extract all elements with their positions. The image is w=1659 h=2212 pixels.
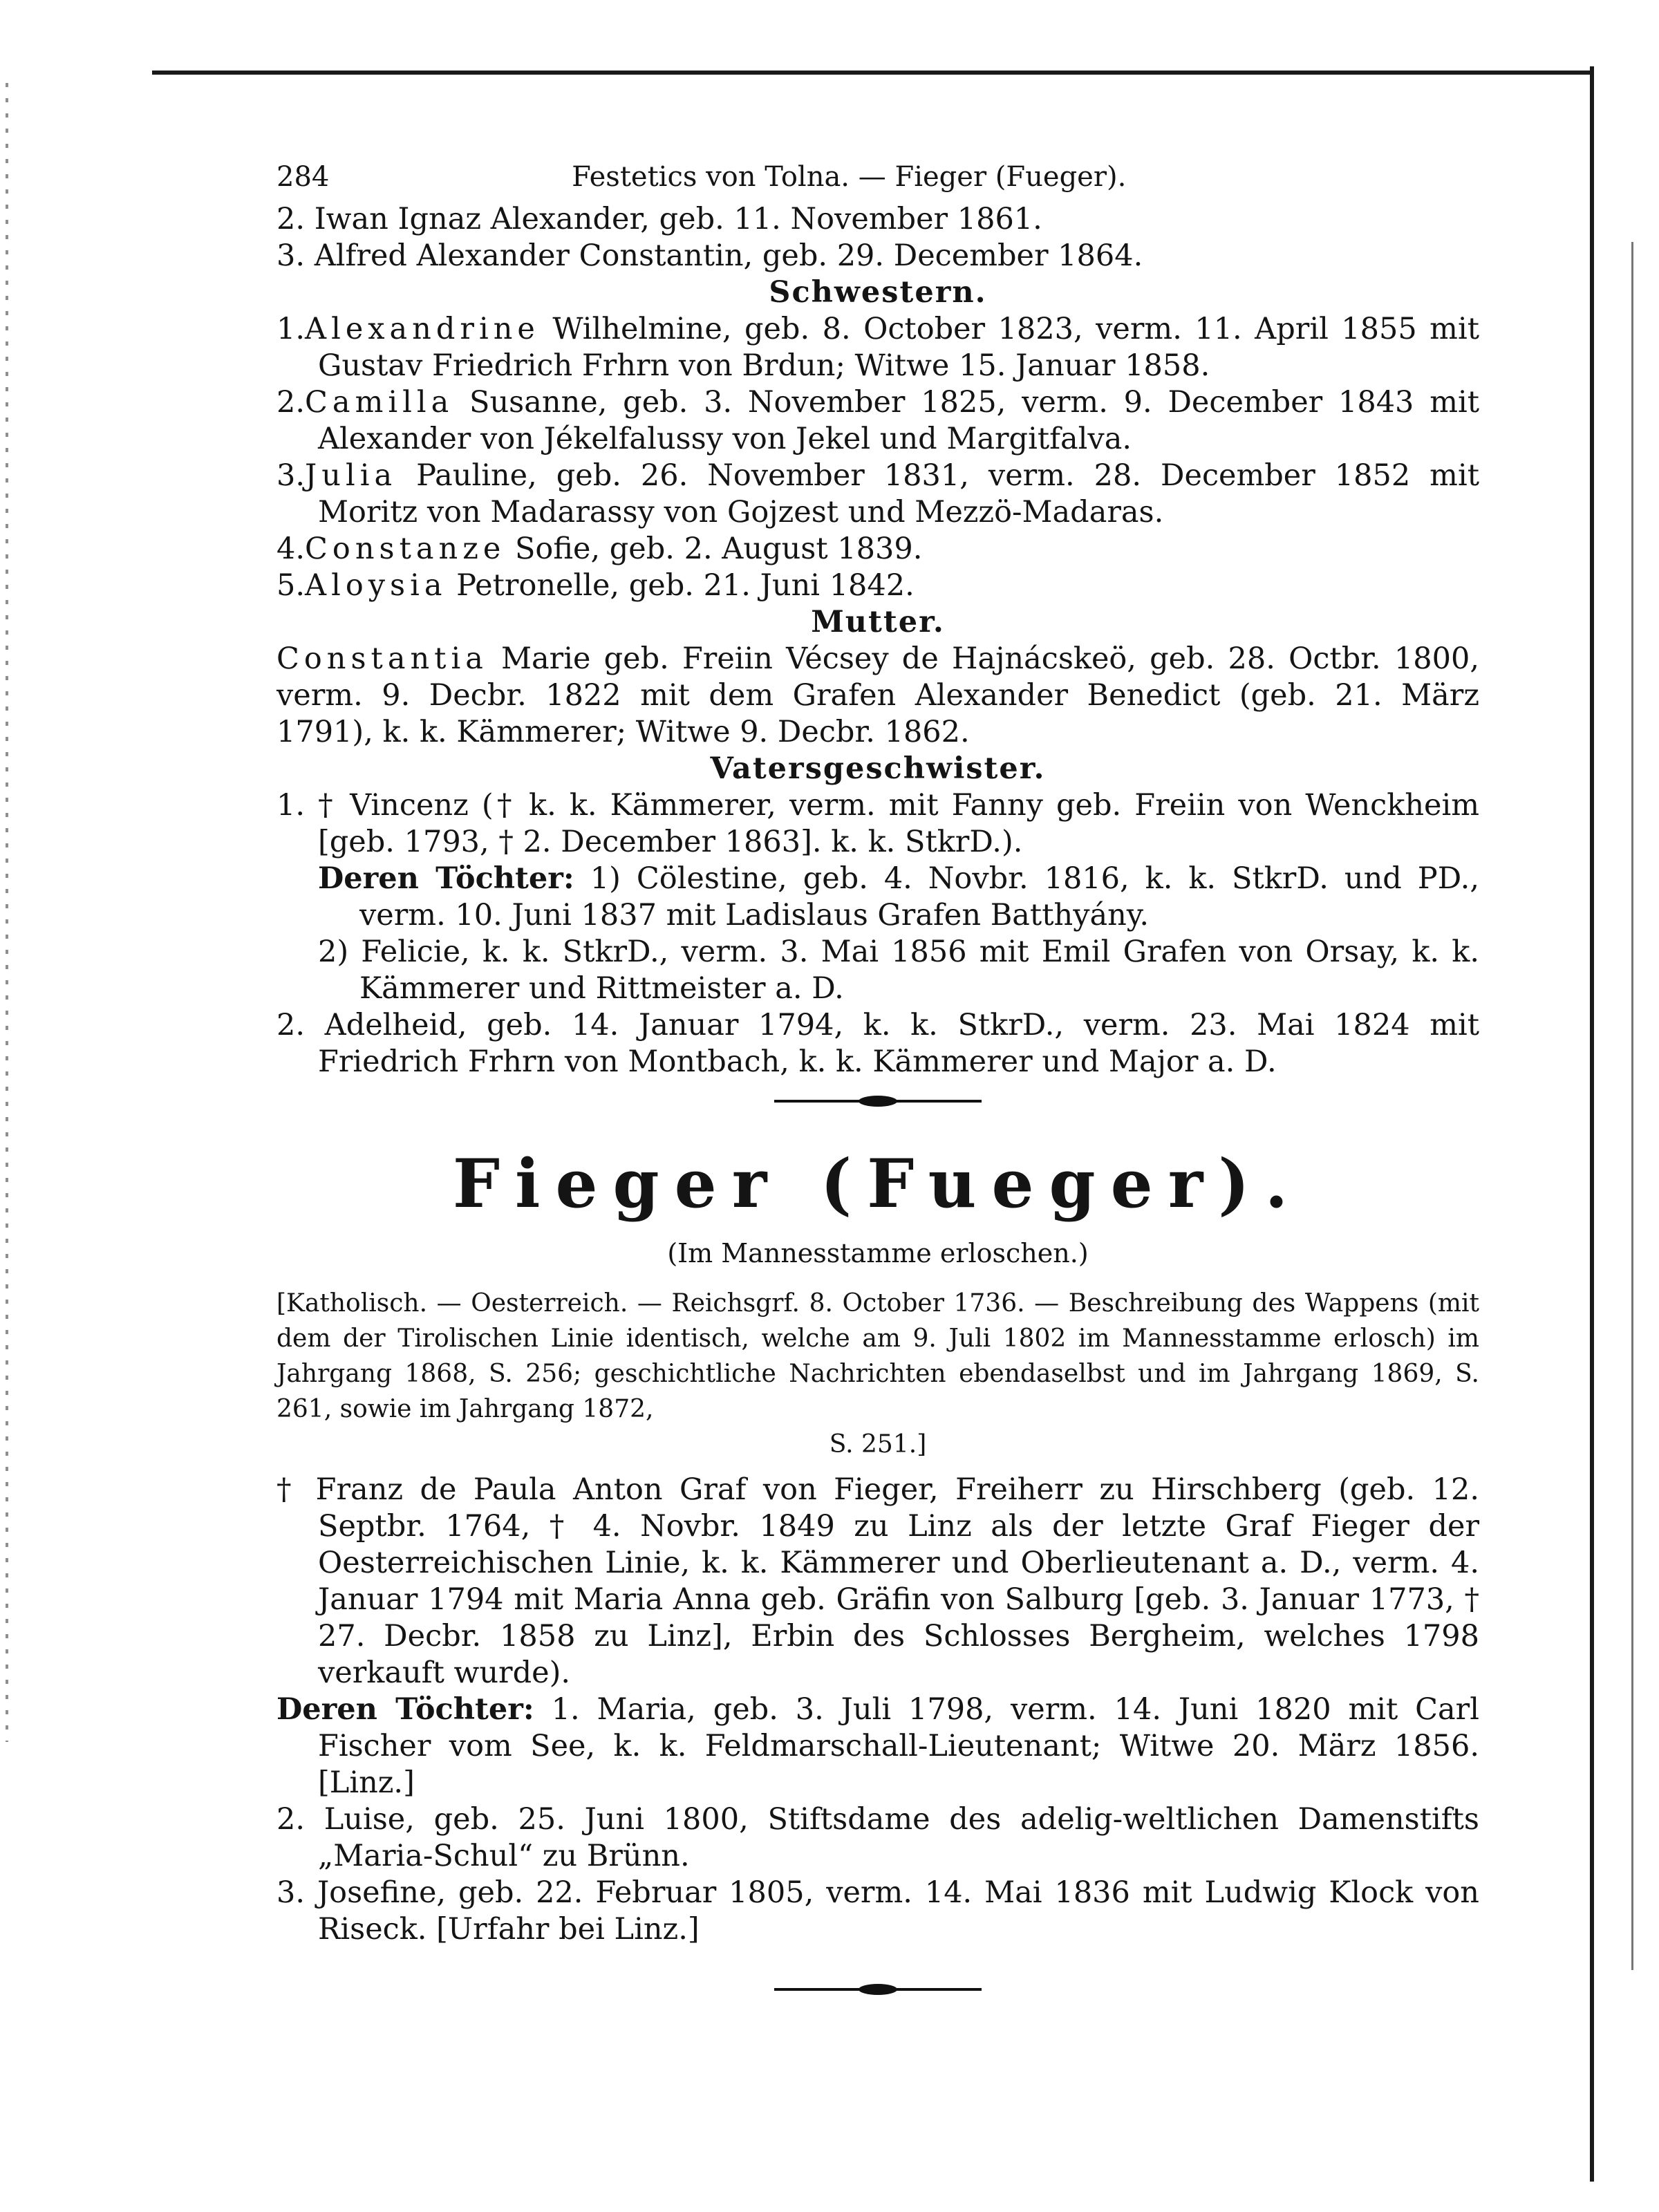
section-intro: [Katholisch. — Oesterreich. — Reichsgrf. 8. October 1736. — Beschreibung des Wappens (mit dem der Tirolischen Linie identisch, welche am 9. Juli 1802 im Mannesstamme erlosch) im Jahrgang 1868, S. 256; geschichtliche Nachrichten ebendaselbst und im Jahrgang 1869, S. 261, sowie im Jahrgang 1872, S. 251.] xyxy=(276,1289,1479,1459)
daughter-entry-2: 2) Felicie, k. k. StkrD., verm. 3. Mai 1856 mit Emil Grafen von Orsay, k. k. Kämmerer und Rittmeister a. D. xyxy=(318,935,1479,1006)
sister-entry: 1.Alexandrine Wilhelmine, geb. 8. October 1823, verm. 11. April 1855 mit Gustav Friedrich Frhrn von Brdun; Witwe 15. Januar 1858. xyxy=(276,312,1479,383)
mother-entry: Constantia Marie geb. Freiin Vécsey de Hajnácskeö, geb. 28. Octbr. 1800, verm. 9. Decbr. 1822 mit dem Grafen Alexander Benedict (geb. 21. März 1791), k. k. Kämmerer; Witwe 9. Decbr. 1862. xyxy=(276,641,1479,749)
section-subtitle: (Im Mannesstamme erloschen.) xyxy=(667,1238,1089,1268)
paternal-siblings-heading: Vatersgeschwister. xyxy=(710,751,1046,786)
mother-heading: Mutter. xyxy=(811,605,945,639)
top-rule xyxy=(152,71,1590,75)
son-entry-3: 3. Alfred Alexander Constantin, geb. 29. December 1864. xyxy=(276,238,1143,273)
page-content xyxy=(276,159,1479,2010)
daughters-entry: Deren Töchter: 1) Cölestine, geb. 4. Novbr. 1816, k. k. StkrD. und PD., verm. 10. Juni 1837 mit Ladislaus Grafen Batthyány. xyxy=(318,861,1479,932)
sister-entry: 5.Aloysia Petronelle, geb. 21. Juni 1842. xyxy=(276,568,915,603)
section-separator xyxy=(276,1080,1479,1122)
paternal-sibling-entry-1: 1. † Vincenz († k. k. Kämmerer, verm. mit Fanny geb. Freiin von Wenckheim [geb. 1793, † 2. December 1863]. k. k. StkrD.). xyxy=(276,788,1479,859)
sisters-heading: Schwestern. xyxy=(769,275,987,310)
page-number: 284 xyxy=(276,161,330,193)
fieger-daughter-3: 3. Josefine, geb. 22. Februar 1805, verm. 14. Mai 1836 mit Ludwig Klock von Riseck. [Urfahr bei Linz.] xyxy=(276,1875,1479,1947)
sister-entry: 2.Camilla Susanne, geb. 3. November 1825, verm. 9. December 1843 mit Alexander von Jékelfalussy von Jekel und Margitfalva. xyxy=(276,385,1479,456)
running-head: Festetics von Tolna. — Fieger (Fueger). xyxy=(572,161,1127,193)
section-title: Fieger (Fueger). xyxy=(452,1145,1304,1223)
page-edge-shadow xyxy=(1631,242,1633,1970)
paternal-sibling-entry-2: 2. Adelheid, geb. 14. Januar 1794, k. k. StkrD., verm. 23. Mai 1824 mit Friedrich Frhrn von Montbach, k. k. Kämmerer und Major a. D. xyxy=(276,1008,1479,1079)
franz-entry: † Franz de Paula Anton Graf von Fieger, Freiherr zu Hirschberg (geb. 12. Septbr. 1764, † 4. Novbr. 1849 zu Linz als der letzte Graf Fieger der Oesterreichischen Linie, k. k. Kämmerer und Oberlieutenant a. D., verm. 4. Januar 1794 mit Maria Anna geb. Gräfin von Salburg [geb. 3. Januar 1773, † 27. Decbr. 1858 zu Linz], Erbin des Schlosses Bergheim, welches 1798 verkauft wurde). xyxy=(276,1472,1479,1690)
binding-edge xyxy=(6,83,8,1742)
fieger-daughter-2: 2. Luise, geb. 25. Juni 1800, Stiftsdame des adelig-weltlichen Damenstifts „Maria-Schul“ zu Brünn. xyxy=(276,1802,1479,1873)
son-entry-2: 2. Iwan Ignaz Alexander, geb. 11. November 1861. xyxy=(276,202,1042,236)
page-edge-right xyxy=(1590,66,1594,2182)
page-header xyxy=(276,159,1479,196)
fieger-daughters-entry: Deren Töchter: 1. Maria, geb. 3. Juli 1798, verm. 14. Juni 1820 mit Carl Fischer vom See, k. k. Feldmarschall-Lieutenant; Witwe 20. März 1856. [Linz.] xyxy=(276,1692,1479,1800)
sister-entry: 4.Constanze Sofie, geb. 2. August 1839. xyxy=(276,532,923,566)
bottom-separator xyxy=(276,1969,1479,2010)
sister-entry: 3.Julia Pauline, geb. 26. November 1831, verm. 28. December 1852 mit Moritz von Madarassy von Gojzest und Mezzö-Madaras. xyxy=(276,458,1479,529)
